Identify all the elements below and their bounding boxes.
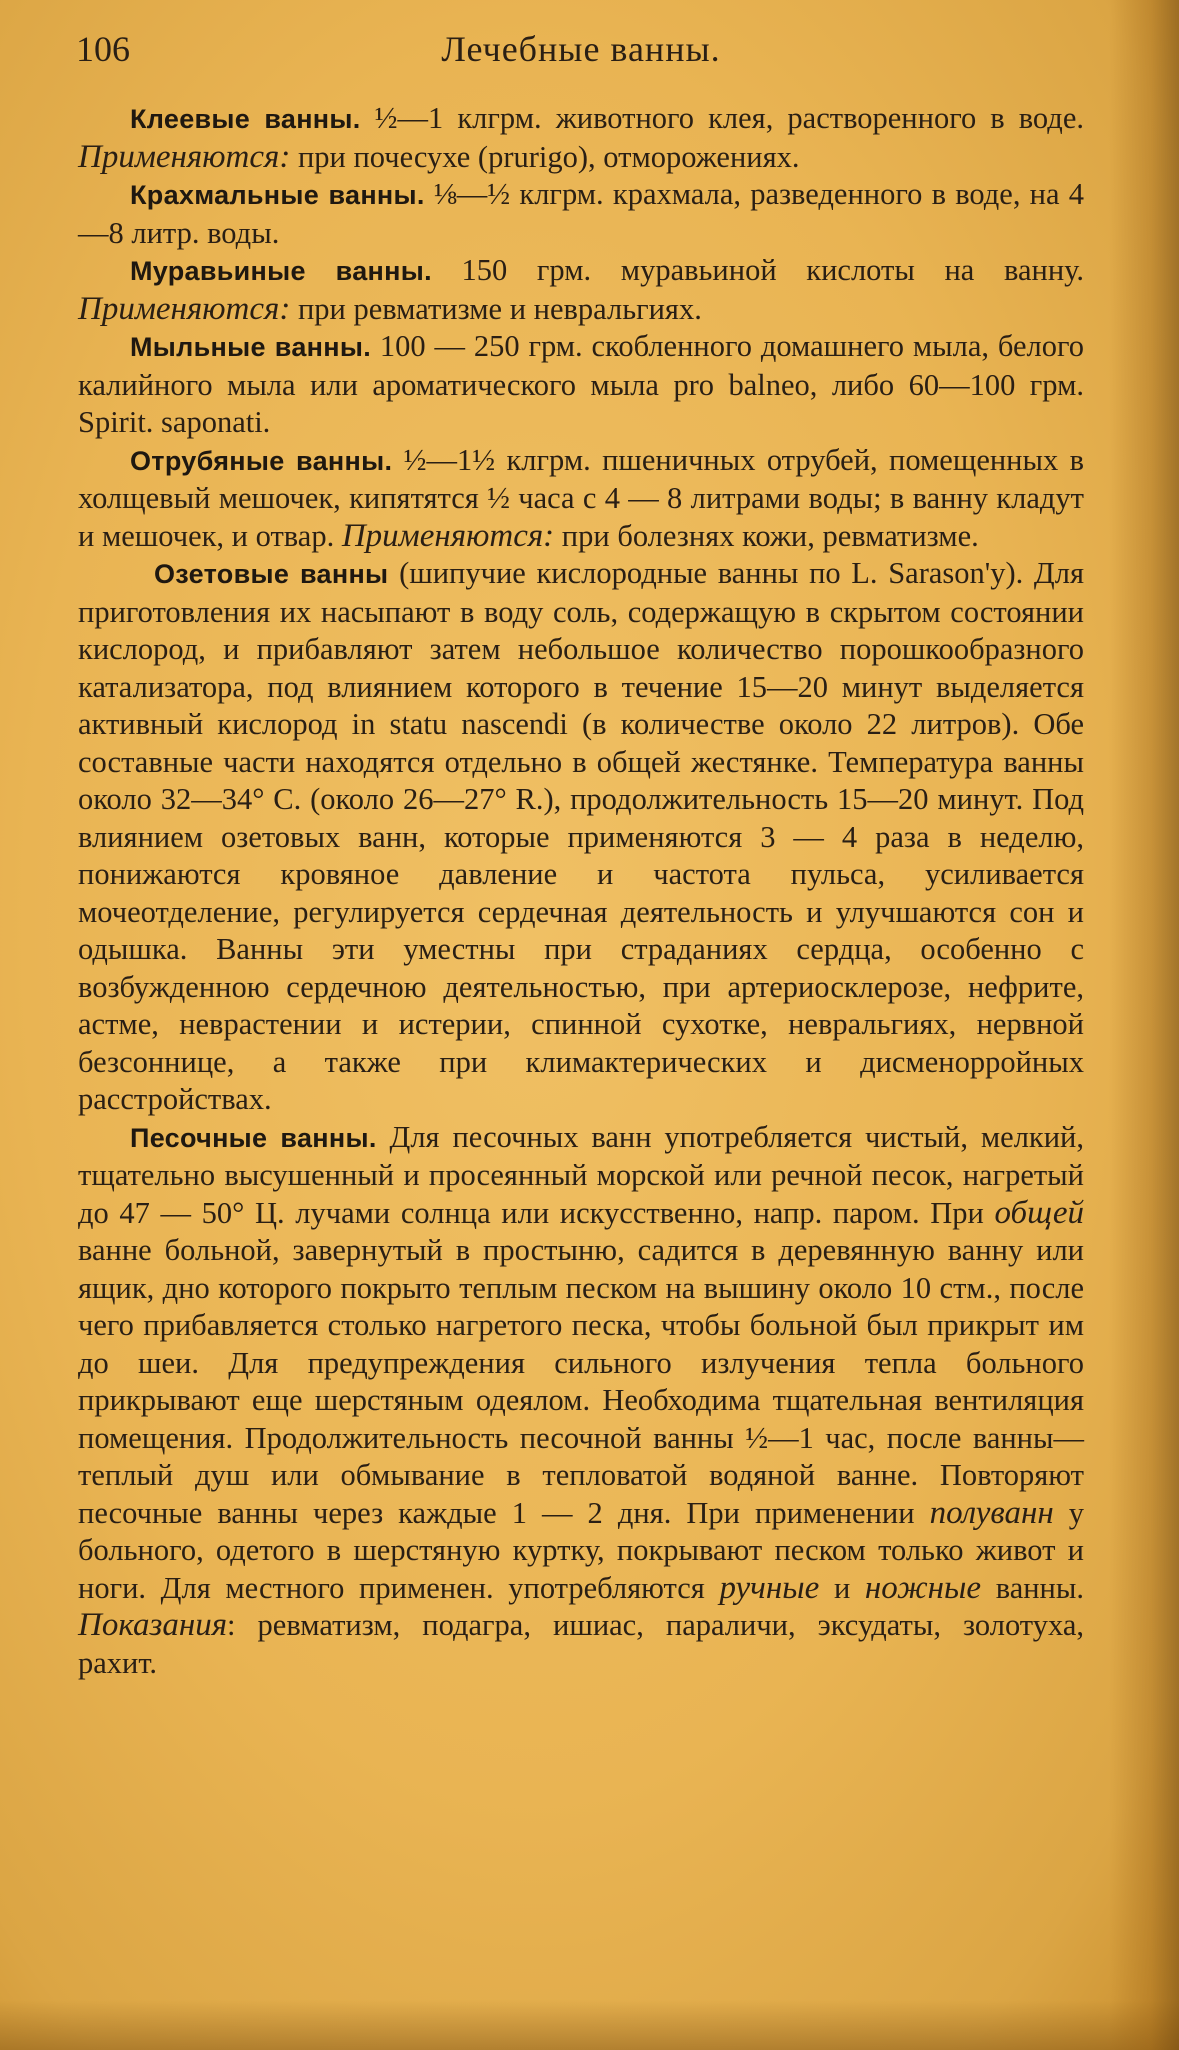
paragraph-text: при болезнях кожи, ревматизме. [554,518,979,553]
paragraph-text: : ревматизм, подагра, ишиас, параличи, эксудаты, золотуха, рахит. [78,1608,1084,1680]
term-heading: Озетовые ванны [154,559,389,589]
emphasis-text: Показания [78,1607,228,1643]
emphasis-text: полуванн [929,1494,1054,1531]
paragraph-text: при ревматизме и невральгиях. [290,291,702,326]
paragraph-text: Для песочных ванн употребляется чистый, мелкий, тщательно высушенный и просеянный морской или речной песок, нагретый до 47 — 50° Ц. лучами солнца или искусственно, напр. паром. При [78,1119,1084,1230]
paragraph-ozet-baths [78,555,1084,1119]
paragraph-text: 150 грм. муравьиной кислоты на ванну. [431,253,1084,287]
paragraph-glue-baths [78,100,1084,176]
page-number: 106 [76,29,130,69]
paragraph-text: ванне больной, завернутый в простыню, садится в деревянную ванну или ящик, дно которого покрыто теплым песком на вышину около 10 стм., после чего прибавляется столько нагретого песка, чтобы больной был прикрыт им до шеи. Для предупреждения сильного излучения тепла больного прикрывают еще шерстяным одеялом. Необходима тщательная вентиляция помещения. Продолжительность песочной ванны ½—1 час, после ванны—теплый душ или обмывание в тепловатой водяной ванне. Повторяют песочные ванны через каждые 1 — 2 дня. При применении [78,1233,1084,1530]
term-heading: Клеевые ванны. [130,104,361,134]
paragraph-sand-baths [78,1119,1084,1683]
paragraph-bran-baths [78,442,1084,556]
emphasis-text: Применяются: [341,517,555,554]
running-title: Лечебные ванны. [441,29,721,69]
paragraph-text: ⅛—½ клгрм. крахмала, разведенного в воде, на 4—8 литр. воды. [78,177,1084,250]
term-heading: Муравьиные ванны. [130,256,432,286]
term-heading: Мыльные ванны. [130,332,372,362]
term-heading: Крахмальные ванны. [130,180,425,210]
paragraph-text: у больного, одетого в шерстяную куртку, покрывают песком только живот и ноги. Для местного применен. употребляются [78,1495,1085,1605]
paragraph-starch-baths [78,176,1084,252]
paragraph-text: (шипучие кислородные ванны по L. Sarason'у). Для приготовления их насыпают в воду соль, содержащую в скрытом состоянии кислород, и прибавляют затем небольшое количество порошкообразного катализатора, под влиянием которого в течение 15—20 минут выделяется активный кислород in statu nascendi (в количестве около 22 литров). Обе составные части находятся отдельно в общей жестянке. Температура ванны около 32—34° С. (около 26—27° R.), продолжительность 15—20 минут. Под влиянием озетовых ванн, которые применяются 3 — 4 раза в неделю, понижаются кровяное давление и частота пульса, усиливается мочеотделение, регулируется сердечная деятельность и улучшаются сон и одышка. Ванны эти уместны при страданиях сердца, особенно с возбужденною сердечною деятельностью, при артериосклерозе, нефрите, астме, неврастении и истерии, спинной сухотке, невральгиях, нервной безсоннице, а также при климактерических и дисменорройных расстройствах. [78,556,1084,1116]
emphasis-text: Применяются: [78,290,291,327]
emphasis-text: ножные [864,1569,982,1606]
paragraph-text: ванны. [981,1570,1084,1605]
term-heading: Песочные ванны. [130,1122,377,1153]
emphasis-text: ручные [719,1569,820,1606]
paragraph-text: при почесухе (prurigo), отморожениях. [290,139,800,174]
paragraph-formic-baths [78,252,1084,328]
term-heading: Отрубяные ванны. [130,445,393,476]
paragraph-soap-baths [78,328,1084,442]
emphasis-text: общей [994,1194,1084,1231]
paragraph-text: ½—1 клгрм. животного клея, растворенного в воде. [360,101,1084,135]
paragraph-text: 100 — 250 грм. скобленного домашнего мыла, белого калийного мыла или ароматического мыла pro balneo, либо 60—100 грм. Spirit. saponati. [78,329,1084,439]
paragraph-text: ½—1½ клгрм. пшеничных отрубей, помещенных в холщевый мешочек, кипятятся ½ часа с 4 — 8 литрами воды; в ванну кладут и мешочек, и отвар. [78,442,1084,553]
emphasis-text: Применяются: [78,138,291,175]
paragraph-text: и [819,1570,865,1605]
page-header [76,28,1086,82]
body-text [78,100,1084,1682]
